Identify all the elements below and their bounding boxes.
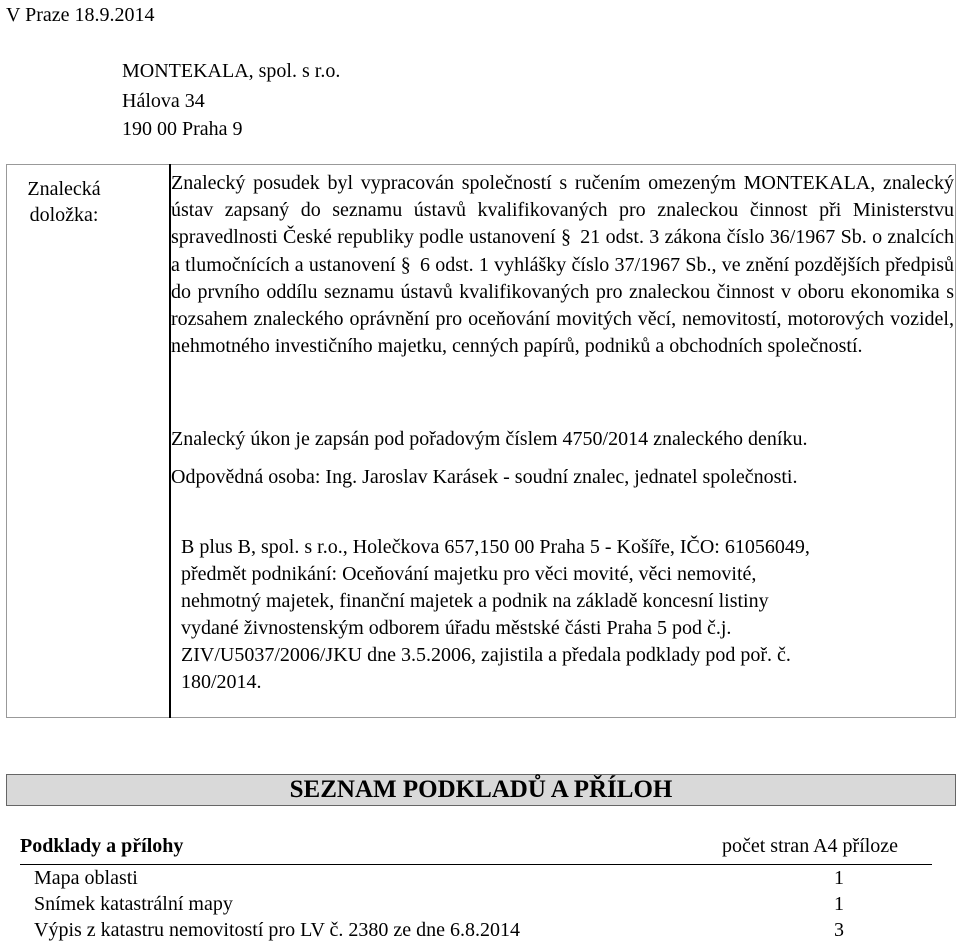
table-header-page-count: počet stran A4 příloze [722,835,899,857]
provider-line: ZIV/U5037/2006/JKU dne 3.5.2006, zajistila a předala podklady pod poř. č. [181,644,791,666]
recipient-city: 190 00 Praha 9 [122,118,243,140]
provider-line: 180/2014. [181,671,262,693]
section-title: SEZNAM PODKLADŮ A PŘÍLOH [289,776,673,803]
clause-para-part1: Znalecký posudek byl vypracován společností s ručením omezeným MONTEKALA, znalecký ústav zapsaný do seznamu ústavů kvalifikovaných pro znaleckou činnost při Ministerstvu spravedlnosti České republiky podle ustanovení [171,172,954,249]
attachment-pages: 1 [834,893,844,915]
document-date: V Praze 18.9.2014 [6,4,155,26]
attachment-name: Výpis z katastru nemovitostí pro LV č. 2380 ze dne 6.8.2014 [34,919,521,941]
provider-line: předmět podnikání: Oceňování majetku pro věci movité, věci nemovité, [181,563,757,585]
clause-label-line2: doložka: [29,204,99,226]
attachment-name: Mapa oblasti [34,867,138,889]
responsible-person-line: Odpovědná osoba: Ing. Jaroslav Karásek - soudní znalec, jednatel společnosti. [171,466,798,488]
provider-line: B plus B, spol. s r.o., Holečkova 657,150 00 Praha 5 - Košíře, IČO: 61056049, [181,536,810,558]
table-rule [20,864,932,865]
diary-entry-line: Znalecký úkon je zapsán pod pořadovým číslem 4750/2014 znaleckého deníku. [171,428,808,450]
recipient-street: Hálova 34 [122,90,205,112]
table-header-documents: Podklady a přílohy [20,835,184,857]
clause-label [18,176,110,228]
attachment-name: Snímek katastrální mapy [34,893,233,915]
clause-label-line1: Znalecká [27,178,101,200]
clause-para-part3: 6 odst. 1 vyhlášky číslo 37/1967 Sb., ve znění pozdějších předpisů do prvního oddílu seznamu ústavů kvalifikovaných pro znaleckou činnost v oboru ekonomika s rozsahem znaleckého oprávnění pro oceňování movitých věcí, nemovitostí, motorových vozidel, nehmotného investičního majetku, cenných papírů, podniků a obchodních společností. [171,253,955,358]
provider-line: nehmotný majetek, finanční majetek a podnik na základě koncesní listiny [181,590,769,612]
recipient-name: MONTEKALA, spol. s r.o. [122,60,341,82]
clause-para-part2: 21 odst. 3 zákona číslo 36/1967 Sb. o znalcích a tlumočnících a ustanovení [171,226,955,276]
clause-text [171,170,954,360]
provider-line: vydané živnostenským odborem úřadu městské části Praha 5 pod č.j. [181,617,732,639]
data-provider-block [181,534,951,696]
attachment-pages: 1 [834,867,844,889]
section-sign: § [560,226,571,249]
section-sign: § [400,253,411,276]
attachment-pages: 3 [834,919,844,941]
